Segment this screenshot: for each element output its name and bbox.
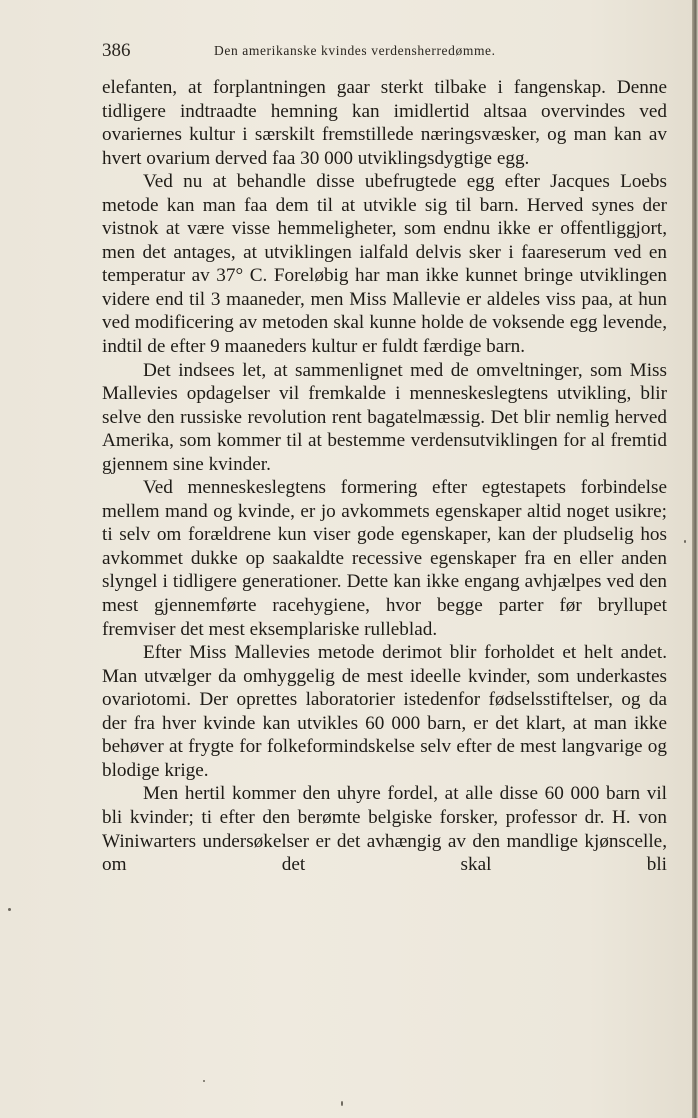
- paragraph-4: Ved menneskeslegtens formering efter egtestapets forbindelse mellem mand og kvinde, er jo avkommets egenskaper altid noget usikre; ti selv om forældrene kun viser gode egenskaper, kan der pludselig hos avkommet dukke op saakaldte recessive egenskaper fra en eller anden slyngel i tidligere generationer. Dette kan ikke engang avhjælpes ved den mest gjennemførte racehygiene, hvor begge parter før bryllupet fremviser det mest eksemplariske rulleblad.: [102, 477, 667, 640]
- paragraph-1: elefanten, at forplantningen gaar sterkt tilbake i fangenskap. Denne tidligere indtraadte hemning kan imidlertid altsaa overvindes ved ovariernes kultur i særskilt fremstillede næringsvæsker, og man kan av hvert ovarium derved faa 30 000 utviklingsdygtige egg.: [102, 77, 667, 169]
- paper-speck: [341, 1101, 343, 1106]
- running-head: Den amerikanske kvindes verdensherredømme.: [214, 43, 496, 58]
- page-number: 386: [102, 40, 131, 61]
- page-edge-shadow: [692, 0, 698, 1118]
- page-header: [102, 40, 667, 64]
- paragraph-3: Det indsees let, at sammenlignet med de omveltninger, som Miss Mallevies opdagelser vil fremkalde i menneskeslegtens utvikling, blir selve den russiske revolution rent bagatelmæssig. Det blir nemlig herved Amerika, som kommer til at bestemme verdensutviklingen for al fremtid gjennem sine kvinder.: [102, 359, 667, 475]
- paper-speck: [8, 908, 11, 911]
- paragraph-2: Ved nu at behandle disse ubefrugtede egg efter Jacques Loebs metode kan man faa dem til at utvikle sig til barn. Herved synes der vistnok at være visse hemmeligheter, som endnu ikke er offentliggjort, men det antages, at utviklingen ialfald delvis sker i faareserum ved en temperatur av 37° C. Foreløbig har man ikke kunnet bringe utviklingen videre end til 3 maaneder, men Miss Mallevie er aldeles viss paa, at hun ved modificering av metoden skal kunne holde de voksende egg levende, indtil de efter 9 maaneders kultur er fuldt færdige barn.: [102, 171, 667, 358]
- body-text: [102, 76, 667, 877]
- paper-speck: [684, 540, 686, 543]
- paper-speck: [203, 1080, 205, 1082]
- paragraph-6: Men hertil kommer den uhyre fordel, at alle disse 60 000 barn vil bli kvinder; ti efter den berømte belgiske forsker, professor dr. H. von Winiwarters undersøkelser er det avhængig av den mandlige kjønscelle, om det skal bli: [102, 783, 667, 876]
- paragraph-5: Efter Miss Mallevies metode derimot blir forholdet et helt andet. Man utvælger da omhyggelig de mest ideelle kvinder, som underkastes ovariotomi. Der oprettes laboratorier istedenfor fødselsstiftelser, og da der fra hver kvinde kan utvikles 60 000 barn, er det klart, at man ikke behøver at frygte for folkeformindskelse selv efter de mest langvarige og blodige krige.: [102, 642, 667, 781]
